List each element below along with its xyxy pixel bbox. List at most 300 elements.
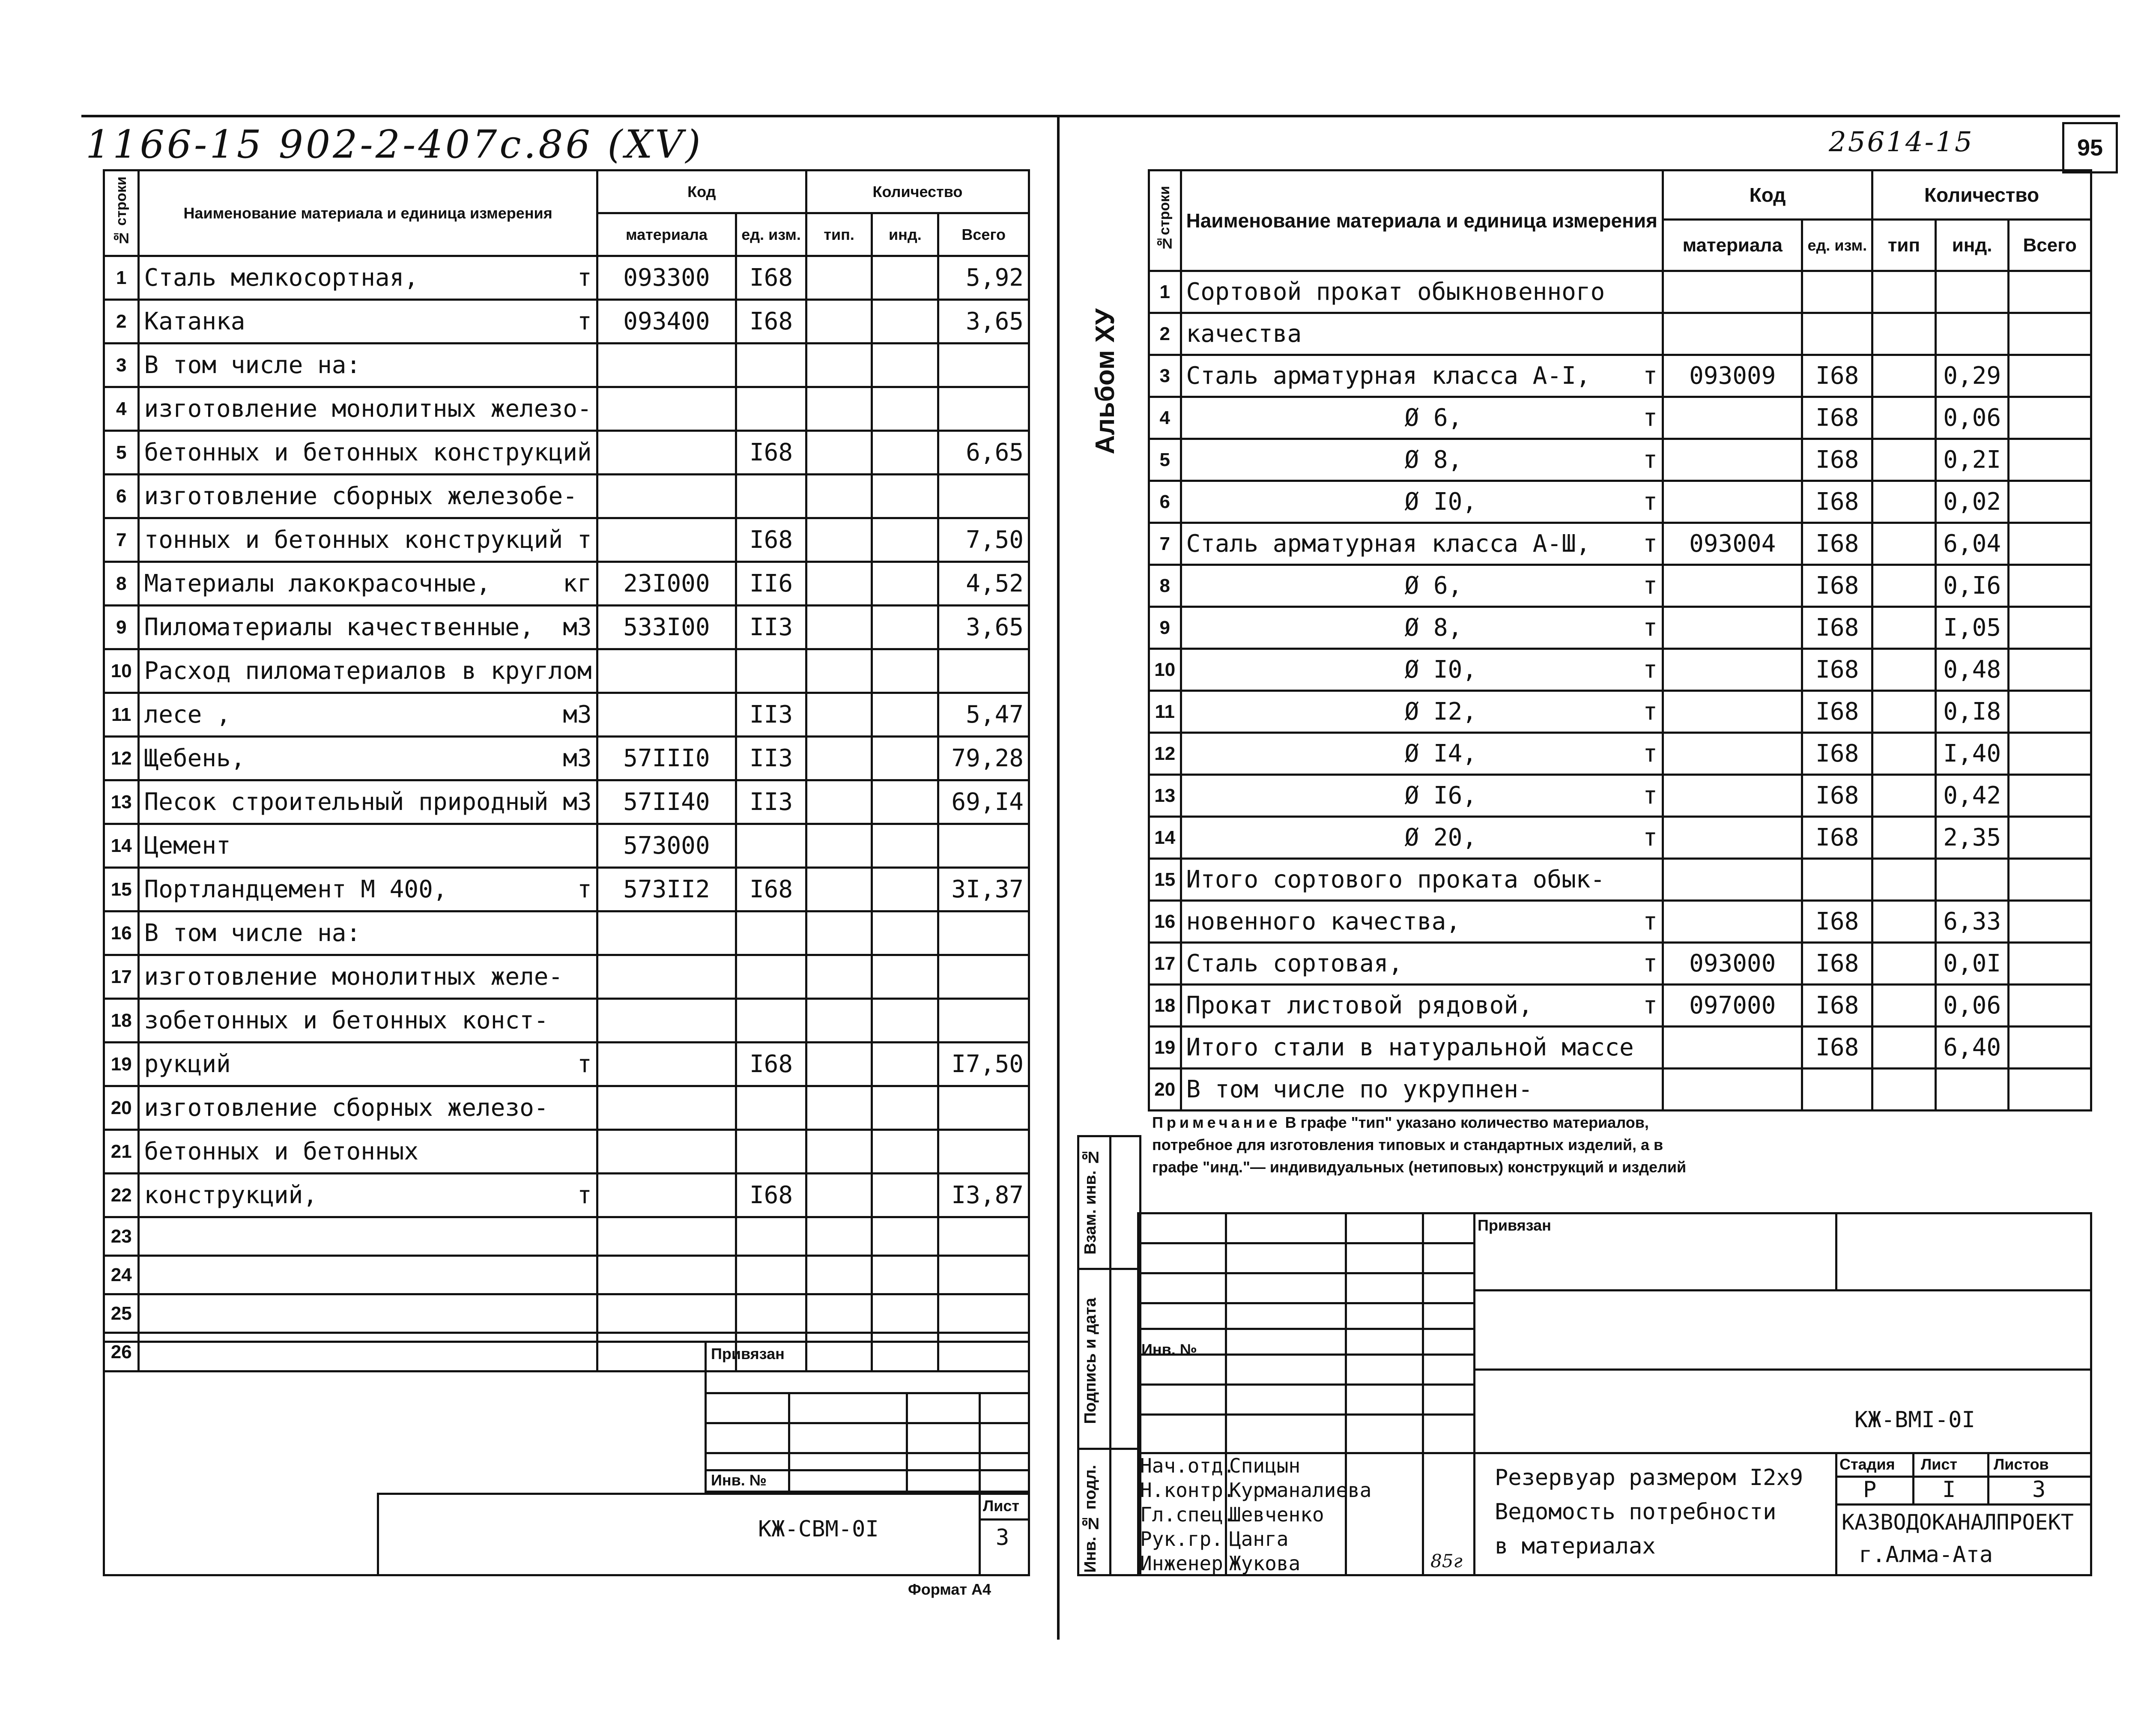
total-qty [2009,733,2091,775]
row-number: 12 [104,737,139,780]
unit-code: I68 [1802,775,1872,817]
unit-code: I68 [736,1174,806,1217]
material-unit: т [1643,740,1657,768]
material-name [139,1256,597,1294]
type-qty [806,868,872,911]
row-number: 11 [104,693,139,737]
unit-code [736,1217,806,1256]
unit-code [736,1086,806,1130]
total-qty: 69,I4 [938,780,1029,824]
material-name-text: Сталь мелкосортная, [144,264,419,292]
material-name-text: Ø I4, [1404,740,1477,768]
table-row [104,1256,1029,1294]
unit-code [736,1256,806,1294]
type-qty [1872,649,1936,691]
header-ind: инд. [872,213,938,256]
ind-qty [872,999,938,1043]
row-number: 7 [104,518,139,562]
table-row [104,606,1029,649]
material-code: 573II2 [597,868,736,911]
type-qty [1872,775,1936,817]
unit-code [1802,1069,1872,1111]
table-row [104,1130,1029,1174]
ind-qty [872,562,938,606]
total-qty [2009,1069,2091,1111]
unit-code: I68 [1802,817,1872,859]
type-qty [1872,271,1936,313]
ind-qty [872,780,938,824]
material-name [1181,1027,1663,1069]
material-name [139,256,597,300]
material-name-text: Прокат листовой рядовой, [1186,992,1533,1019]
material-name-text: конструкций, [144,1181,318,1209]
row-number: 3 [1149,355,1181,397]
total-qty: 3,65 [938,300,1029,344]
table-row [1149,859,2091,901]
material-name-text: Щебень, [144,744,245,772]
header-material: материала [1663,220,1802,271]
material-name [139,780,597,824]
material-name-text: Ø 20, [1404,824,1477,852]
total-qty [2009,607,2091,649]
total-qty: 79,28 [938,737,1029,780]
type-qty [806,518,872,562]
total-qty [938,344,1029,387]
table-row [104,693,1029,737]
material-name [139,344,597,387]
header-row-no: №строки [1149,170,1181,271]
row-number: 19 [1149,1027,1181,1069]
material-unit: т [1643,908,1657,935]
row-number: 22 [104,1174,139,1217]
left-bound-label: Привязан [711,1345,785,1363]
table-row [104,911,1029,955]
unit-code [736,824,806,868]
material-code [597,693,736,737]
row-number: 13 [1149,775,1181,817]
type-qty [806,606,872,649]
header-ind: инд. [1935,220,2009,271]
total-qty [938,911,1029,955]
ind-qty [872,256,938,300]
unit-code: I68 [1802,481,1872,523]
material-code [597,518,736,562]
ind-qty [872,387,938,431]
total-qty: 4,52 [938,562,1029,606]
table-row [104,999,1029,1043]
right-stamp-line [1137,1328,1473,1330]
unit-code [736,1294,806,1333]
right-bound-label: Привязан [1478,1216,1551,1234]
material-name [139,562,597,606]
unit-code [736,649,806,693]
table-row [1149,901,2091,943]
material-code: 573000 [597,824,736,868]
material-name-text: изготовление монолитных желе- [144,963,563,991]
left-inv-label: Инв. № [711,1471,767,1489]
header-unit: ед. изм. [736,213,806,256]
material-name [139,1174,597,1217]
material-name [1181,481,1663,523]
header-name: Наименование материала и единица измерения [139,170,597,256]
unit-code [736,1130,806,1174]
row-number: 7 [1149,523,1181,565]
ind-qty [872,344,938,387]
table-row [1149,775,2091,817]
ind-qty: 6,40 [1935,1027,2009,1069]
material-name [139,431,597,475]
material-name-text: Ø 8, [1404,614,1463,642]
sheet-label: Лист [1921,1455,1958,1473]
material-unit: т [577,1050,592,1078]
total-qty [2009,397,2091,439]
type-qty [806,1130,872,1174]
right-stamp-vline [1422,1212,1424,1576]
row-number: 15 [1149,859,1181,901]
type-qty [1872,397,1936,439]
signer-role: Гл.спец. [1140,1503,1235,1526]
unit-code: I68 [736,256,806,300]
material-name-text: Итого сортового проката обык- [1186,866,1605,893]
right-stamp-line [1473,1289,2092,1291]
unit-code: I68 [1802,691,1872,733]
row-number: 13 [104,780,139,824]
material-name-text: Пиломатериалы качественные, [144,613,534,641]
row-number: 5 [104,431,139,475]
material-code [597,1174,736,1217]
row-number: 2 [104,300,139,344]
right-materials-table [1148,169,2092,1112]
row-number: 20 [1149,1069,1181,1111]
material-name [1181,523,1663,565]
unit-code [736,344,806,387]
ind-qty [872,606,938,649]
material-name [139,1130,597,1174]
material-unit: м3 [563,701,592,729]
right-stamp-line [1137,1242,1473,1244]
material-code [1663,1069,1802,1111]
signer-name: Курманалиева [1229,1479,1372,1502]
unit-code: II3 [736,737,806,780]
type-qty [806,475,872,518]
right-stamp-line [1137,1413,1473,1416]
total-qty: 6,65 [938,431,1029,475]
ind-qty: 0,06 [1935,397,2009,439]
unit-code: II3 [736,693,806,737]
material-name-text: бетонных и бетонных [144,1138,419,1165]
row-number: 19 [104,1043,139,1086]
row-number: 5 [1149,439,1181,481]
row-number: 15 [104,868,139,911]
material-name-text: Расход пиломатериалов в круглом [144,657,592,685]
material-code [597,955,736,999]
total-qty [938,475,1029,518]
type-qty [806,955,872,999]
material-code [597,1217,736,1256]
sheets-label: Листов [1994,1455,2049,1473]
sheet-value: I [1942,1477,1956,1503]
page-number: 95 [2062,122,2118,173]
ind-qty [1935,1069,2009,1111]
header-material: материала [597,213,736,256]
table-row [1149,355,2091,397]
ind-qty [872,693,938,737]
note-block [1152,1112,1687,1178]
type-qty [806,1217,872,1256]
row-number: 14 [1149,817,1181,859]
material-name-text: Ø 6, [1404,404,1463,432]
total-qty: 3I,37 [938,868,1029,911]
ind-qty: 6,33 [1935,901,2009,943]
material-unit: м3 [563,788,592,816]
material-code: 533I00 [597,606,736,649]
type-qty [806,1174,872,1217]
total-qty [2009,481,2091,523]
material-code [597,1294,736,1333]
total-qty [938,387,1029,431]
table-row [104,387,1029,431]
material-name-text: Портландцемент М 400, [144,875,448,903]
right-stamp-vline [1345,1212,1347,1576]
material-name [1181,691,1663,733]
left-stamp-line [705,1392,1030,1394]
total-qty: I7,50 [938,1043,1029,1086]
unit-code: I68 [1802,355,1872,397]
material-code: 093300 [597,256,736,300]
row-number: 21 [104,1130,139,1174]
signer-role: Н.контр. [1140,1479,1235,1502]
left-handwritten-code: 1166-15 902-2-407с.86 (XV) [86,122,703,167]
material-code [597,475,736,518]
table-row [1149,271,2091,313]
signer-role: Инженер [1140,1552,1223,1575]
right-stamp-vline [1473,1212,1475,1576]
ind-qty: 2,35 [1935,817,2009,859]
type-qty [1872,691,1936,733]
side-line [1109,1135,1111,1576]
unit-code [1802,859,1872,901]
table-row [104,475,1029,518]
total-qty [2009,859,2091,901]
ind-qty [872,475,938,518]
table-row [104,824,1029,868]
row-number: 18 [1149,985,1181,1027]
unit-code [736,475,806,518]
material-name [1181,859,1663,901]
material-name-text: Песок строительный природный [144,788,549,816]
ind-qty [872,911,938,955]
row-number: 1 [104,256,139,300]
total-qty [2009,355,2091,397]
material-code [1663,439,1802,481]
material-name [1181,607,1663,649]
ind-qty [872,868,938,911]
table-row [104,1086,1029,1130]
left-sheet-label: Лист [983,1497,1020,1515]
row-number: 17 [104,955,139,999]
type-qty [1872,985,1936,1027]
material-name [1181,565,1663,607]
material-unit: т [1643,824,1657,852]
total-qty [2009,523,2091,565]
material-name-text: Итого стали в натуральной массе [1186,1034,1634,1061]
material-name-text: В том числе по укрупнен- [1186,1076,1533,1103]
header-total: Всего [2009,220,2091,271]
row-number: 3 [104,344,139,387]
ind-qty: 0,02 [1935,481,2009,523]
type-qty [806,344,872,387]
ind-qty [1935,859,2009,901]
unit-code: I68 [1802,733,1872,775]
material-name [1181,901,1663,943]
material-name-text: изготовление сборных железо- [144,1094,549,1122]
sheet-divider-line [1057,115,1060,1640]
table-row [104,737,1029,780]
material-name [1181,1069,1663,1111]
ind-qty: 0,2I [1935,439,2009,481]
left-stamp-vline [788,1392,790,1493]
type-qty [806,387,872,431]
total-qty [2009,817,2091,859]
material-code [597,1086,736,1130]
right-stamp-vline [1987,1452,1989,1503]
ind-qty [872,1217,938,1256]
total-qty [2009,565,2091,607]
material-name-text: Сталь арматурная класса А-I, [1186,362,1591,390]
note-text: В графе "тип" указано количество материалов, потребное для изготовления типовых и стандартных изделий, а в графе "инд."— индивидуальных (нетиповых) конструкций и изделий [1152,1114,1687,1176]
total-qty [2009,271,2091,313]
table-row [1149,985,2091,1027]
material-name [139,1043,597,1086]
unit-code [736,955,806,999]
material-unit: т [1643,950,1657,977]
material-unit: т [577,875,592,903]
header-quantity: Количество [806,170,1029,213]
material-name [139,868,597,911]
left-stamp-line [705,1422,1030,1424]
right-handwritten-code: 25614-15 [1829,126,1974,158]
table-row [1149,481,2091,523]
material-code [597,1130,736,1174]
row-number: 2 [1149,313,1181,355]
table-row [104,562,1029,606]
total-qty [938,1256,1029,1294]
material-name [139,824,597,868]
ind-qty [872,1043,938,1086]
table-row [104,1294,1029,1333]
unit-code: I68 [736,868,806,911]
unit-code: II3 [736,780,806,824]
unit-code: I68 [1802,523,1872,565]
material-name [1181,985,1663,1027]
material-code [1663,565,1802,607]
stage-value: Р [1863,1477,1877,1503]
type-qty [1872,355,1936,397]
ind-qty [872,1174,938,1217]
material-unit: т [1643,656,1657,684]
type-qty [806,562,872,606]
unit-code: I68 [1802,649,1872,691]
material-name [1181,397,1663,439]
material-name [139,649,597,693]
material-name-text: изготовление сборных железобе- [144,482,577,510]
type-qty [806,649,872,693]
total-qty [2009,1027,2091,1069]
material-code [597,344,736,387]
material-code: 093004 [1663,523,1802,565]
header-total: Всего [938,213,1029,256]
material-name-text: Сталь арматурная класса А-Ш, [1186,530,1591,558]
signer-name: Спицын [1229,1454,1301,1477]
right-stamp-vline [1912,1452,1914,1503]
ind-qty [872,1294,938,1333]
material-name-text: Материалы лакокрасочные, [144,570,491,598]
material-name-text: зобетонных и бетонных конст- [144,1007,549,1034]
title-line-1: Резервуар размером I2х9 [1495,1465,1804,1491]
signer-name: Шевченко [1229,1503,1324,1526]
signer-role: Нач.отд. [1140,1454,1235,1477]
organization: КАЗВОДОКАНАЛПРОЕКТ [1842,1510,2074,1535]
type-qty [1872,943,1936,985]
table-row [1149,397,2091,439]
table-row [1149,565,2091,607]
table-row [1149,649,2091,691]
material-name-text: В том числе на: [144,351,361,379]
material-name [139,387,597,431]
material-name [1181,943,1663,985]
date-mark: 85г [1430,1551,1463,1572]
material-code [597,387,736,431]
table-row [104,256,1029,300]
type-qty [1872,439,1936,481]
table-row [104,780,1029,824]
ind-qty [872,737,938,780]
material-name [1181,649,1663,691]
material-code [1663,859,1802,901]
material-name [1181,775,1663,817]
material-unit: м3 [563,613,592,641]
material-code [1663,397,1802,439]
type-qty [806,1256,872,1294]
header-code: Код [1663,170,1872,220]
left-stamp-vline [979,1392,981,1493]
material-name-text: Ø 8, [1404,446,1463,474]
unit-code: I68 [736,300,806,344]
total-qty [938,649,1029,693]
table-row [104,431,1029,475]
row-number: 1 [1149,271,1181,313]
stage-label: Стадия [1839,1455,1895,1473]
type-qty [806,737,872,780]
ind-qty [1935,271,2009,313]
unit-code [736,911,806,955]
ind-qty [872,431,938,475]
unit-code [736,999,806,1043]
table-row [104,344,1029,387]
row-number: 20 [104,1086,139,1130]
ind-qty: 0,06 [1935,985,2009,1027]
right-stamp-line [1137,1383,1473,1386]
material-name [1181,817,1663,859]
unit-code: I68 [1802,439,1872,481]
total-qty [2009,775,2091,817]
ind-qty: 0,29 [1935,355,2009,397]
total-qty [2009,313,2091,355]
left-materials-table [103,169,1030,1372]
right-stamp-line [1137,1302,1473,1304]
type-qty [806,1086,872,1130]
side-vzam-label: Взам. инв. № [1081,1148,1099,1255]
